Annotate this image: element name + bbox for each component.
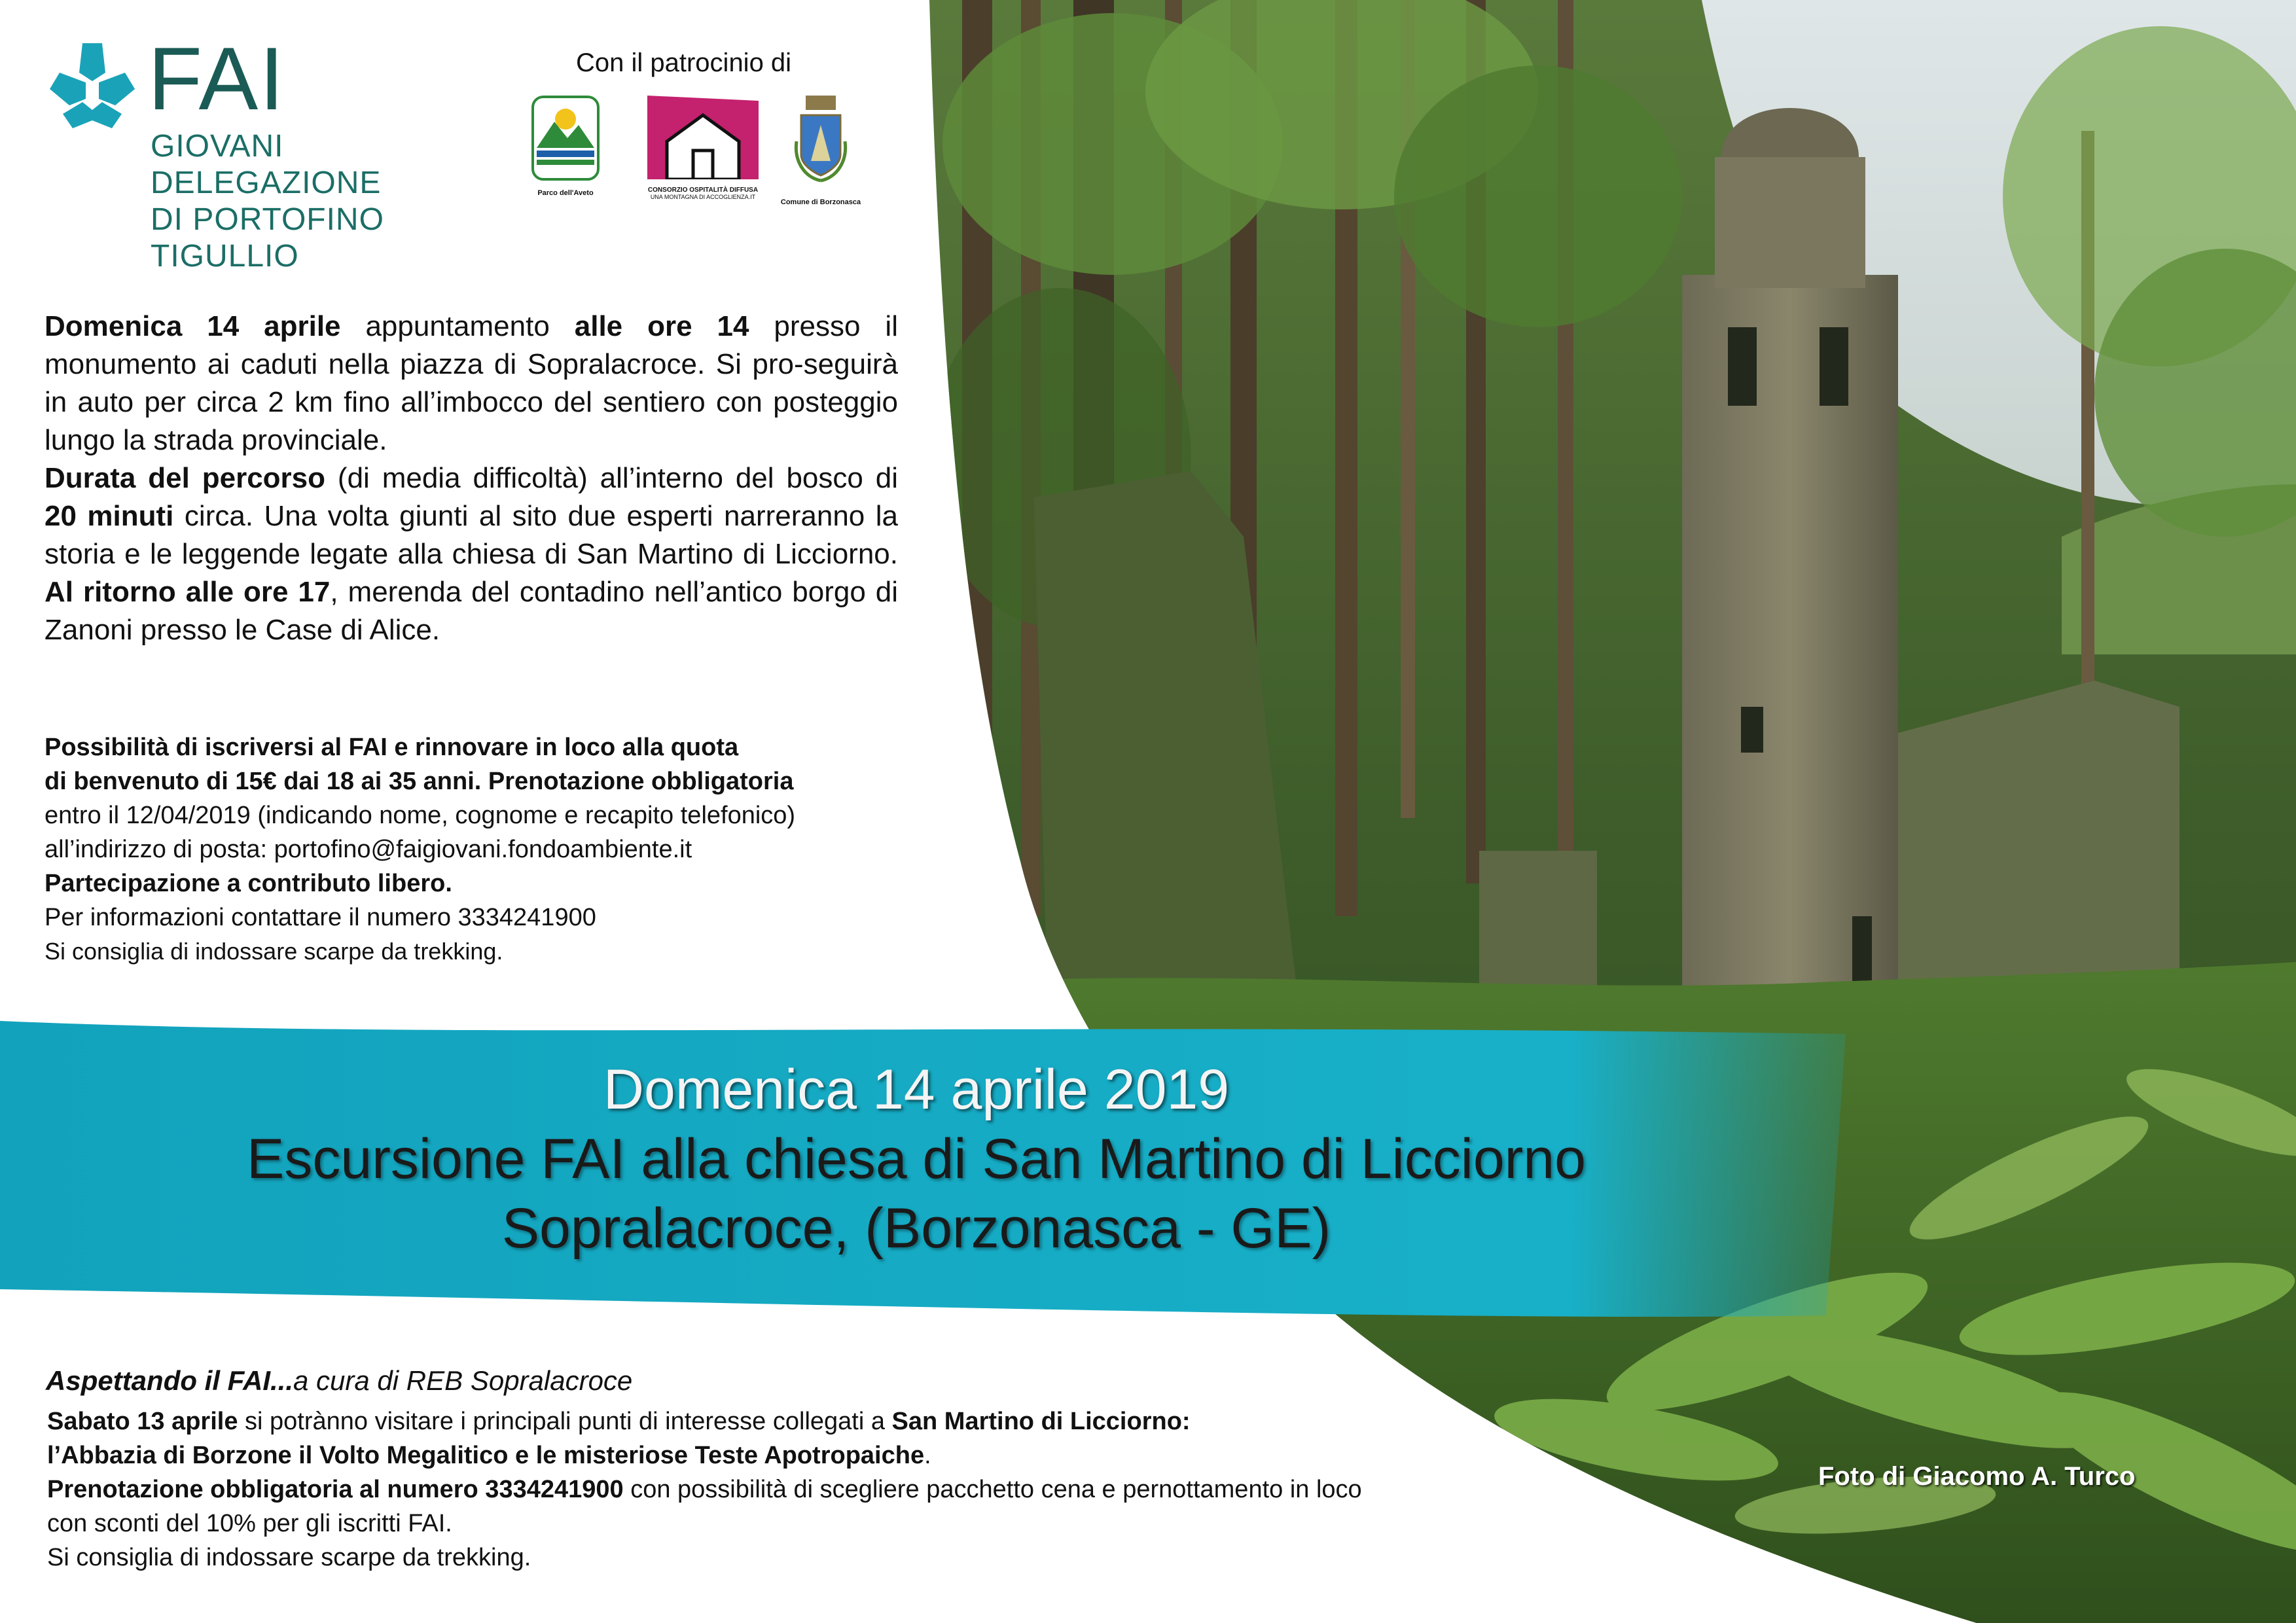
sponsor-comune-borzonasca xyxy=(775,96,867,206)
awaiting-title: Aspettando il FAI... xyxy=(46,1365,294,1396)
bottom-line xyxy=(47,1404,1552,1438)
delegation-line: DELEGAZIONE xyxy=(151,166,382,200)
sponsor-consorzio xyxy=(644,96,762,200)
bottom-line xyxy=(47,1472,1552,1507)
info-line: Si consiglia di indossare scarpe da trekking. xyxy=(45,938,503,965)
banner-location: Sopralacroce, (Borzonasca - GE) xyxy=(501,1197,1331,1260)
bottom-text: . xyxy=(924,1442,931,1469)
delegation-name xyxy=(151,128,384,275)
sponsor-caption: Comune di Borzonasca xyxy=(780,198,861,206)
saturday-program xyxy=(47,1404,1552,1575)
saturday-date: Sabato 13 aprile xyxy=(47,1408,238,1435)
info-phone-line: Per informazioni contattare il numero 3334241900 xyxy=(45,904,596,931)
bottom-line xyxy=(47,1438,1552,1472)
photo-credit: Foto di Giacomo A. Turco xyxy=(1818,1462,2136,1491)
info-line: di benvenuto di 15€ dai 18 ai 35 anni. Prenotazione obbligatoria xyxy=(45,768,794,795)
bottom-text: si potrànno visitare i principali punti di interesse collegati a xyxy=(238,1408,892,1435)
delegation-line: GIOVANI xyxy=(151,129,284,164)
fai-logo-icon xyxy=(43,37,141,135)
intro-return-time: Al ritorno alle ore 17 xyxy=(45,576,331,608)
intro-paragraph-2 xyxy=(45,459,898,649)
bottom-booking: Prenotazione obbligatoria al numero 3334241900 xyxy=(47,1476,624,1503)
sponsor-parco-aveto xyxy=(526,96,605,197)
intro-text: appuntamento xyxy=(340,310,575,342)
banner-date: Domenica 14 aprile 2019 xyxy=(603,1058,1230,1121)
bottom-line: con sconti del 10% per gli iscritti FAI. xyxy=(47,1510,452,1537)
info-line: Partecipazione a contributo libero. xyxy=(45,870,452,897)
parco-aveto-logo-icon xyxy=(531,96,600,181)
fai-wordmark: FAI xyxy=(148,29,286,128)
intro-text: presso il monumento ai caduti nella piazza di Sopralacroce. Si pro-seguirà in auto per circa 2 km fino all’imbocco del sentiero con posteggio lungo la strada provinciale. xyxy=(45,310,898,456)
intro-date: Domenica 14 aprile xyxy=(45,310,341,342)
borzonasca-crest-icon xyxy=(791,96,850,194)
info-email-line: all’indirizzo di posta: portofino@faigiovani.fondoambiente.it xyxy=(45,836,692,863)
intro-text: (di media difficoltà) all’interno del bosco di xyxy=(325,462,898,494)
intro-duration-label: Durata del percorso xyxy=(45,462,326,494)
info-line: Possibilità di iscriversi al FAI e rinnovare in loco alla quota xyxy=(45,734,739,761)
delegation-line: TIGULLIO xyxy=(151,239,299,274)
bottom-line: Si consiglia di indossare scarpe da trekking. xyxy=(47,1544,531,1571)
bottom-places: l’Abbazia di Borzone il Volto Megalitico e le misteriose Teste Apotropaiche xyxy=(47,1442,925,1469)
banner-title: Escursione FAI alla chiesa di San Martino di Licciorno xyxy=(247,1128,1586,1190)
patronage-label: Con il patrocinio di xyxy=(576,48,792,77)
intro-paragraph-1 xyxy=(45,308,898,459)
sponsor-caption-url: UNA MONTAGNA DI ACCOGLIENZA.IT xyxy=(650,194,756,200)
intro-time: alle ore 14 xyxy=(574,310,749,342)
intro-text: , merenda del contadino nell’antico borgo di Zanoni presso le Case di Alice. xyxy=(45,576,898,646)
delegation-line: DI PORTOFINO xyxy=(151,202,384,237)
bottom-text: con possibilità di scegliere pacchetto cena e pernottamento in loco xyxy=(623,1476,1362,1503)
intro-duration: 20 minuti xyxy=(45,500,174,532)
event-description xyxy=(45,308,898,649)
sponsor-caption: CONSORZIO OSPITALITÀ DIFFUSA xyxy=(647,187,759,194)
awaiting-heading xyxy=(46,1365,632,1397)
intro-text: circa. Una volta giunti al sito due esperti narreranno la storia e le leggende legate alla chiesa di San Martino di Licciorno. xyxy=(45,500,898,570)
sponsor-caption: Parco dell'Aveto xyxy=(537,189,594,197)
event-banner xyxy=(0,1055,1833,1263)
consorzio-house-logo-icon xyxy=(647,96,759,179)
awaiting-subtitle: a cura di REB Sopralacroce xyxy=(293,1365,633,1396)
registration-info xyxy=(45,730,974,969)
bottom-place: San Martino di Licciorno: xyxy=(891,1408,1191,1435)
info-line: entro il 12/04/2019 (indicando nome, cognome e recapito telefonico) xyxy=(45,802,796,829)
